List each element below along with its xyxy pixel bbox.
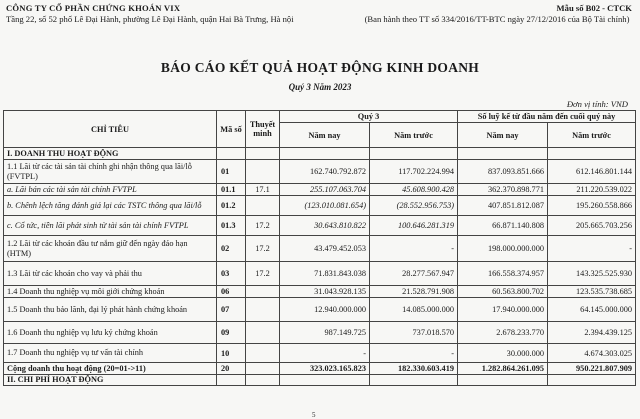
row-note: [246, 322, 280, 344]
row-quarter-last-year: 100.646.281.319: [370, 216, 458, 236]
report-period: Quý 3 Năm 2023: [288, 82, 352, 92]
row-label: Cộng doanh thu hoạt động (20=01->11): [4, 363, 217, 375]
report-title: BÁO CÁO KẾT QUẢ HOẠT ĐỘNG KINH DOANH: [160, 60, 480, 75]
row-quarter-this-year: 30.643.810.822: [280, 216, 370, 236]
row-label: I. DOANH THU HOẠT ĐỘNG: [4, 148, 217, 160]
table-row: [4, 262, 636, 286]
row-quarter-last-year: [370, 375, 458, 386]
header-note: Thuyết minh: [246, 111, 280, 148]
row-label: II. CHI PHÍ HOẠT ĐỘNG: [4, 375, 217, 386]
row-cumulative-last-year: 195.260.558.866: [548, 196, 636, 216]
row-quarter-this-year: 323.023.165.823: [280, 363, 370, 375]
row-quarter-last-year: 14.085.000.000: [370, 298, 458, 322]
row-label: 1.1 Lãi từ các tài sản tài chính ghi nhận thông qua lãi/lỗ (FVTPL): [4, 160, 217, 184]
row-note: [246, 375, 280, 386]
table-row: [4, 184, 636, 196]
header-cumulative-this-year: Năm nay: [458, 123, 548, 148]
row-label: 1.3 Lãi từ các khoản cho vay và phải thu: [4, 262, 217, 286]
header-quarter-last-year: Năm trước: [370, 123, 458, 148]
income-statement-table: [3, 110, 636, 386]
total-row: [4, 363, 636, 375]
header-quarter-this-year: Năm nay: [280, 123, 370, 148]
row-cumulative-last-year: 950.221.807.909: [548, 363, 636, 375]
form-header: [362, 3, 632, 25]
table-row: [4, 286, 636, 298]
header-code: Mã số: [217, 111, 246, 148]
table-row: [4, 160, 636, 184]
header-cumulative: Số luỹ kế từ đầu năm đến cuối quý này: [458, 111, 636, 123]
row-cumulative-this-year: 362.370.898.771: [458, 184, 548, 196]
row-quarter-last-year: (28.552.956.753): [370, 196, 458, 216]
row-cumulative-this-year: 1.282.864.261.095: [458, 363, 548, 375]
row-code: 01.3: [217, 216, 246, 236]
row-label: a. Lãi bán các tài sản tài chính FVTPL: [4, 184, 217, 196]
row-cumulative-last-year: 211.220.539.022: [548, 184, 636, 196]
row-label: b. Chênh lệch tăng đánh giá lại các TSTC thông qua lãi/lỗ: [4, 196, 217, 216]
form-code: Mẫu số B02 - CTCK: [556, 3, 632, 13]
row-cumulative-this-year: 66.871.140.808: [458, 216, 548, 236]
row-note: [246, 160, 280, 184]
row-cumulative-this-year: 17.940.000.000: [458, 298, 548, 322]
row-quarter-this-year: -: [280, 344, 370, 363]
row-code: 01.2: [217, 196, 246, 216]
currency-unit: Đơn vị tính: VND: [566, 99, 628, 109]
row-cumulative-this-year: 198.000.000.000: [458, 236, 548, 262]
row-cumulative-last-year: 205.665.703.256: [548, 216, 636, 236]
row-label: 1.2 Lãi từ các khoản đầu tư nắm giữ đến ngày đáo hạn (HTM): [4, 236, 217, 262]
table-row: [4, 322, 636, 344]
row-quarter-last-year: -: [370, 236, 458, 262]
page-number: 5: [312, 411, 316, 419]
row-quarter-this-year: [280, 375, 370, 386]
row-quarter-last-year: 737.018.570: [370, 322, 458, 344]
row-quarter-this-year: 43.479.452.053: [280, 236, 370, 262]
row-note: [246, 196, 280, 216]
row-quarter-last-year: 117.702.224.994: [370, 160, 458, 184]
row-quarter-this-year: 162.740.792.872: [280, 160, 370, 184]
row-code: [217, 148, 246, 160]
company-name: CÔNG TY CỔ PHẦN CHỨNG KHOÁN VIX: [6, 3, 181, 13]
row-cumulative-this-year: 2.678.233.770: [458, 322, 548, 344]
row-cumulative-this-year: 166.558.374.957: [458, 262, 548, 286]
row-quarter-last-year: 28.277.567.947: [370, 262, 458, 286]
row-cumulative-last-year: 123.535.738.685: [548, 286, 636, 298]
row-code: 03: [217, 262, 246, 286]
row-quarter-this-year: [280, 148, 370, 160]
row-code: 01: [217, 160, 246, 184]
table-row: [4, 298, 636, 322]
table-body: [4, 148, 636, 386]
table-row: [4, 216, 636, 236]
row-code: [217, 375, 246, 386]
row-code: 01.1: [217, 184, 246, 196]
row-note: 17.2: [246, 262, 280, 286]
row-note: 17.1: [246, 184, 280, 196]
row-cumulative-this-year: 407.851.812.087: [458, 196, 548, 216]
table-row: [4, 344, 636, 363]
row-cumulative-last-year: [548, 375, 636, 386]
row-quarter-this-year: 71.831.843.038: [280, 262, 370, 286]
row-quarter-last-year: 182.330.603.419: [370, 363, 458, 375]
section-row: [4, 148, 636, 160]
form-regulation-note: (Ban hành theo TT số 334/2016/TT-BTC ngày 27/12/2016 của Bộ Tài chính): [364, 14, 630, 24]
row-label: 1.5 Doanh thu bảo lãnh, đại lý phát hành chứng khoán: [4, 298, 217, 322]
row-code: 20: [217, 363, 246, 375]
row-note: 17.2: [246, 216, 280, 236]
company-address: Tầng 22, số 52 phố Lê Đại Hành, phường Lê Đại Hành, quận Hai Bà Trưng, Hà nội: [6, 14, 294, 24]
company-header: [6, 3, 294, 25]
section-row: [4, 375, 636, 386]
row-code: 10: [217, 344, 246, 363]
row-cumulative-last-year: 64.145.000.000: [548, 298, 636, 322]
row-cumulative-this-year: [458, 375, 548, 386]
row-quarter-this-year: 31.043.928.135: [280, 286, 370, 298]
row-label: 1.7 Doanh thu nghiệp vụ tư vấn tài chính: [4, 344, 217, 363]
row-label: 1.6 Doanh thu nghiệp vụ lưu ký chứng khoán: [4, 322, 217, 344]
row-label: c. Cổ tức, tiền lãi phát sinh từ tài sản tài chính FVTPL: [4, 216, 217, 236]
row-code: 09: [217, 322, 246, 344]
table-row: [4, 236, 636, 262]
row-quarter-this-year: 12.940.000.000: [280, 298, 370, 322]
header-item: CHỈ TIÊU: [4, 111, 217, 148]
row-quarter-this-year: 255.107.063.704: [280, 184, 370, 196]
row-quarter-this-year: (123.010.081.654): [280, 196, 370, 216]
row-note: [246, 363, 280, 375]
row-note: [246, 344, 280, 363]
row-quarter-last-year: -: [370, 344, 458, 363]
row-cumulative-last-year: [548, 148, 636, 160]
row-quarter-last-year: 21.528.791.908: [370, 286, 458, 298]
row-code: 02: [217, 236, 246, 262]
header-cumulative-last-year: Năm trước: [548, 123, 636, 148]
table-row: [4, 196, 636, 216]
row-cumulative-last-year: -: [548, 236, 636, 262]
row-cumulative-this-year: 837.093.851.666: [458, 160, 548, 184]
row-note: [246, 286, 280, 298]
row-label: 1.4 Doanh thu nghiệp vụ môi giới chứng khoán: [4, 286, 217, 298]
header-quarter: Quý 3: [280, 111, 458, 123]
row-cumulative-this-year: [458, 148, 548, 160]
row-cumulative-last-year: 2.394.439.125: [548, 322, 636, 344]
row-cumulative-last-year: 4.674.303.025: [548, 344, 636, 363]
row-cumulative-last-year: 612.146.801.144: [548, 160, 636, 184]
row-cumulative-this-year: 60.563.800.702: [458, 286, 548, 298]
row-note: [246, 298, 280, 322]
row-cumulative-last-year: 143.325.525.930: [548, 262, 636, 286]
row-code: 07: [217, 298, 246, 322]
row-quarter-last-year: [370, 148, 458, 160]
row-note: 17.2: [246, 236, 280, 262]
row-quarter-this-year: 987.149.725: [280, 322, 370, 344]
row-code: 06: [217, 286, 246, 298]
row-quarter-last-year: 45.608.900.428: [370, 184, 458, 196]
row-cumulative-this-year: 30.000.000: [458, 344, 548, 363]
row-note: [246, 148, 280, 160]
